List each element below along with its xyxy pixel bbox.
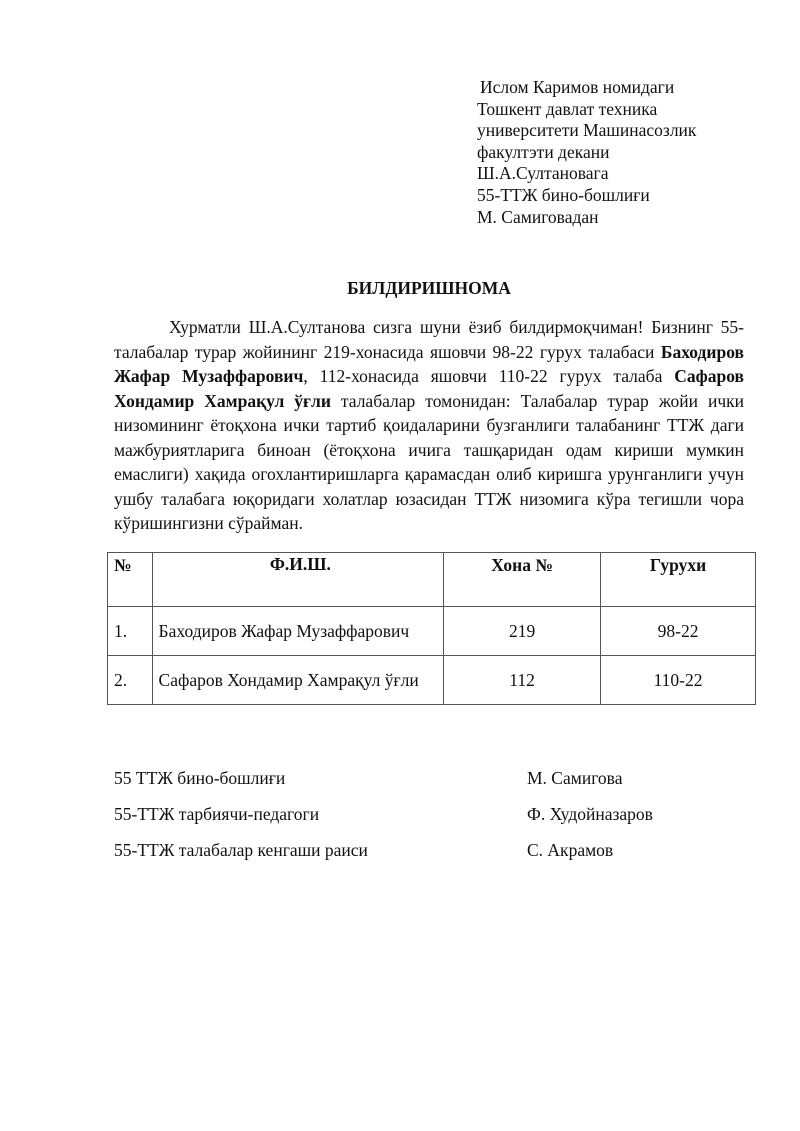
addressee-block [477,77,696,228]
header-number: № [108,553,153,607]
addressee-line: Ислом Каримов номидаги [480,77,675,97]
signature-role: 55-ТТЖ талабалар кенгаши раиси [114,840,368,860]
body-part-1: Хурматли Ш.А.Султанова сизга шуни ёзиб билдирмоқчиман! Бизнинг 55-талабалар турар жойининг 219-хонасида яшовчи 98-22 гурух талабаси [114,317,744,362]
cell-group: 98-22 [601,607,756,656]
student-1-bold-name: Баходиров Жафар Музаффарович [114,341,744,386]
student-2-bold-name: Сафаров Хондамир Хамрақул ўғли [114,366,744,411]
addressee-line: Тошкент давлат техника [477,98,658,119]
signature-name: М. Самигова [527,768,623,788]
addressee-line: факултэти декани [477,141,610,162]
table-row [108,607,756,656]
addressee-line: М. Самиговадан [477,206,599,227]
cell-number: 1. [108,607,153,656]
signature-name: Ф. Худойназаров [527,804,653,824]
document-title: БИЛДИРИШНОМА [347,278,511,298]
cell-room: 219 [444,607,601,656]
signature-name: С. Акрамов [527,840,614,860]
signature-role: 55 ТТЖ бино-бошлиғи [114,768,286,788]
body-part-3: талабалар томонидан: Талабалар турар жойи ички низомининг ётоқхона ички тартиб қоидаларини бузганлиги талабанинг ТТЖ даги мажбуриятларига биноан (ётоқхона ичига ташқаридан одам кириши мумкин емаслиги) хақида огохлантиришларга қарамасдан олиб киришга урунганлиги учун ушбу талабага юқоридаги холатлар юзасидан ТТЖ низомига кўра тегишли чора кўришингизни сўрайман. [114,390,744,533]
header-room: Хона № [444,553,601,607]
cell-number: 2. [108,656,153,705]
signature-role: 55-ТТЖ тарбиячи-педагоги [114,804,320,824]
body-part-2: , 112-хонасида яшовчи 110-22 гурух талаба [303,366,675,386]
signature-row [114,840,714,876]
students-table [107,552,756,705]
signature-row [114,768,714,804]
cell-name: Сафаров Хондамир Хамрақул ўғли [152,656,444,705]
cell-name: Баходиров Жафар Музаффарович [152,607,444,656]
header-group: Гурухи [601,553,756,607]
paragraph-text [114,315,744,536]
signature-row [114,804,714,840]
table-header-row [108,553,756,607]
addressee-line: Ш.А.Султановага [477,163,609,184]
header-full-name: Ф.И.Ш. [152,553,444,607]
cell-group: 110-22 [601,656,756,705]
body-paragraph [114,315,744,536]
table-row [108,656,756,705]
addressee-line: 55-ТТЖ бино-бошлиғи [477,184,650,205]
addressee-line: университети Машинасозлик [477,120,697,141]
cell-room: 112 [444,656,601,705]
signature-block [114,768,714,876]
